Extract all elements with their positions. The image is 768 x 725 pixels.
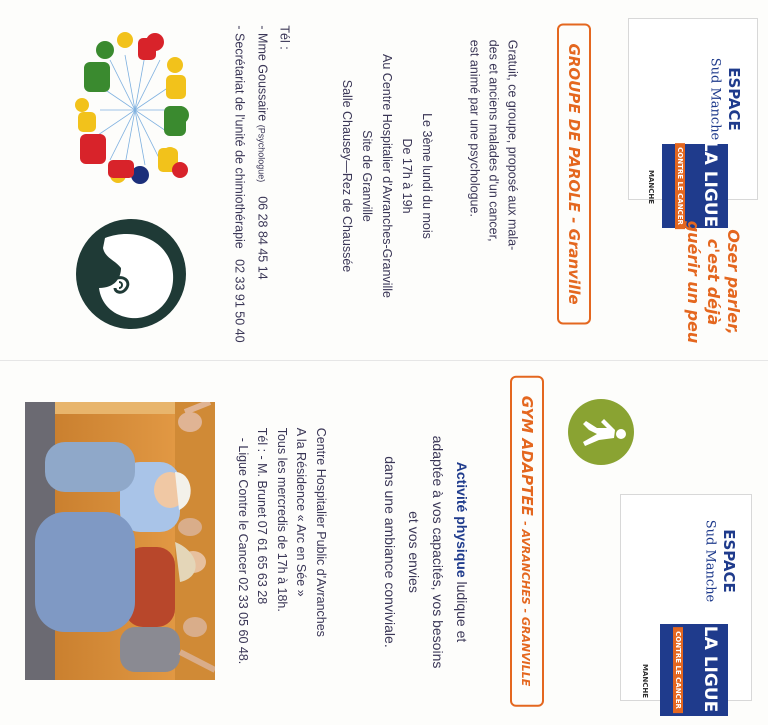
ligue-logo-bottom — [660, 624, 728, 716]
lead-line: dans une ambiance conviviale. — [382, 456, 398, 648]
fold-line — [0, 360, 768, 361]
gym-detail-line: Tous les mercredis de 17h à 18h. — [274, 427, 289, 612]
ligue-contre: CONTRE LE CANCER — [673, 627, 683, 713]
group-people-illustration — [70, 30, 200, 190]
gym-class-photo — [25, 402, 215, 680]
tel-label: Tél : — [277, 25, 292, 50]
ligue-text: LA LIGUE — [700, 140, 720, 228]
gym-details — [232, 428, 330, 665]
intro-line: est animé par une psychologue. — [467, 39, 482, 217]
slogan-line1: Oser parler, — [724, 229, 743, 335]
groupe-details — [337, 54, 437, 298]
ligue-contre: CONTRE LE CANCER — [675, 143, 685, 229]
groupe-intro — [465, 40, 522, 251]
logo-manche: MANCHE — [647, 169, 655, 205]
gym-detail-line: Tél : - M. Brunet 07 61 65 63 28 — [255, 427, 270, 605]
logo-sud-manche: Sud Manche — [702, 519, 718, 603]
listening-head-icon — [75, 218, 187, 330]
detail-line: Au Centre Hospitalier d'Avranches-Granville — [380, 54, 394, 298]
detail-line: Site de Granville — [360, 130, 374, 222]
contact-secretariat: - Secrétariat de l'unité de chimiothérapie 02 33 91 50 40 — [232, 25, 247, 343]
logo-espace: ESPACE — [725, 67, 743, 131]
slogan-line3: guérir un peu — [684, 220, 703, 344]
logo-espace: ESPACE — [720, 529, 738, 593]
gym-title-sub: - AVRANCHES - GRANVILLE — [519, 521, 532, 687]
detail-line: Salle Chausey—Rez de Chaussée — [340, 79, 354, 273]
walking-person-icon — [567, 398, 635, 466]
ligue-text: LA LIGUE — [700, 625, 720, 713]
logo-manche: MANCHE — [641, 663, 649, 699]
lead-line: Activité physique ludique et — [454, 461, 470, 643]
lead-line: adaptée à vos capacités, vos besoins — [430, 435, 446, 669]
slogan-line2: c'est déjà — [704, 238, 723, 326]
gym-detail-line: - Ligue Contre le Cancer 02 33 05 60 48. — [235, 437, 250, 665]
gym-detail-line: Centre Hospitalier Public d'Avranches — [313, 427, 328, 637]
groupe-title: GROUPE DE PAROLE - Granville — [557, 23, 591, 324]
intro-line: Gratuit, ce groupe, proposé aux mala- — [505, 39, 520, 251]
slogan — [683, 221, 743, 344]
gym-detail-line: A la Résidence « Arc en Sée » — [294, 427, 309, 597]
gym-lead — [378, 436, 474, 669]
intro-line: des et anciens malades d'un cancer, — [486, 39, 501, 242]
detail-line: Le 3ème lundi du mois — [420, 113, 434, 239]
detail-line: De 17h à 19h — [400, 138, 414, 214]
ligue-logo-top — [662, 140, 728, 228]
gym-title-main: GYM ADAPTEE — [518, 395, 536, 516]
groupe-contacts — [229, 25, 296, 342]
logo-sud-manche: Sud Manche — [707, 57, 723, 141]
gym-title — [510, 376, 544, 707]
contact-goussaire: - Mme Goussaire (Psychologue) 06 28 84 45 14 — [255, 25, 270, 280]
lead-line: et vos envies — [406, 511, 422, 593]
